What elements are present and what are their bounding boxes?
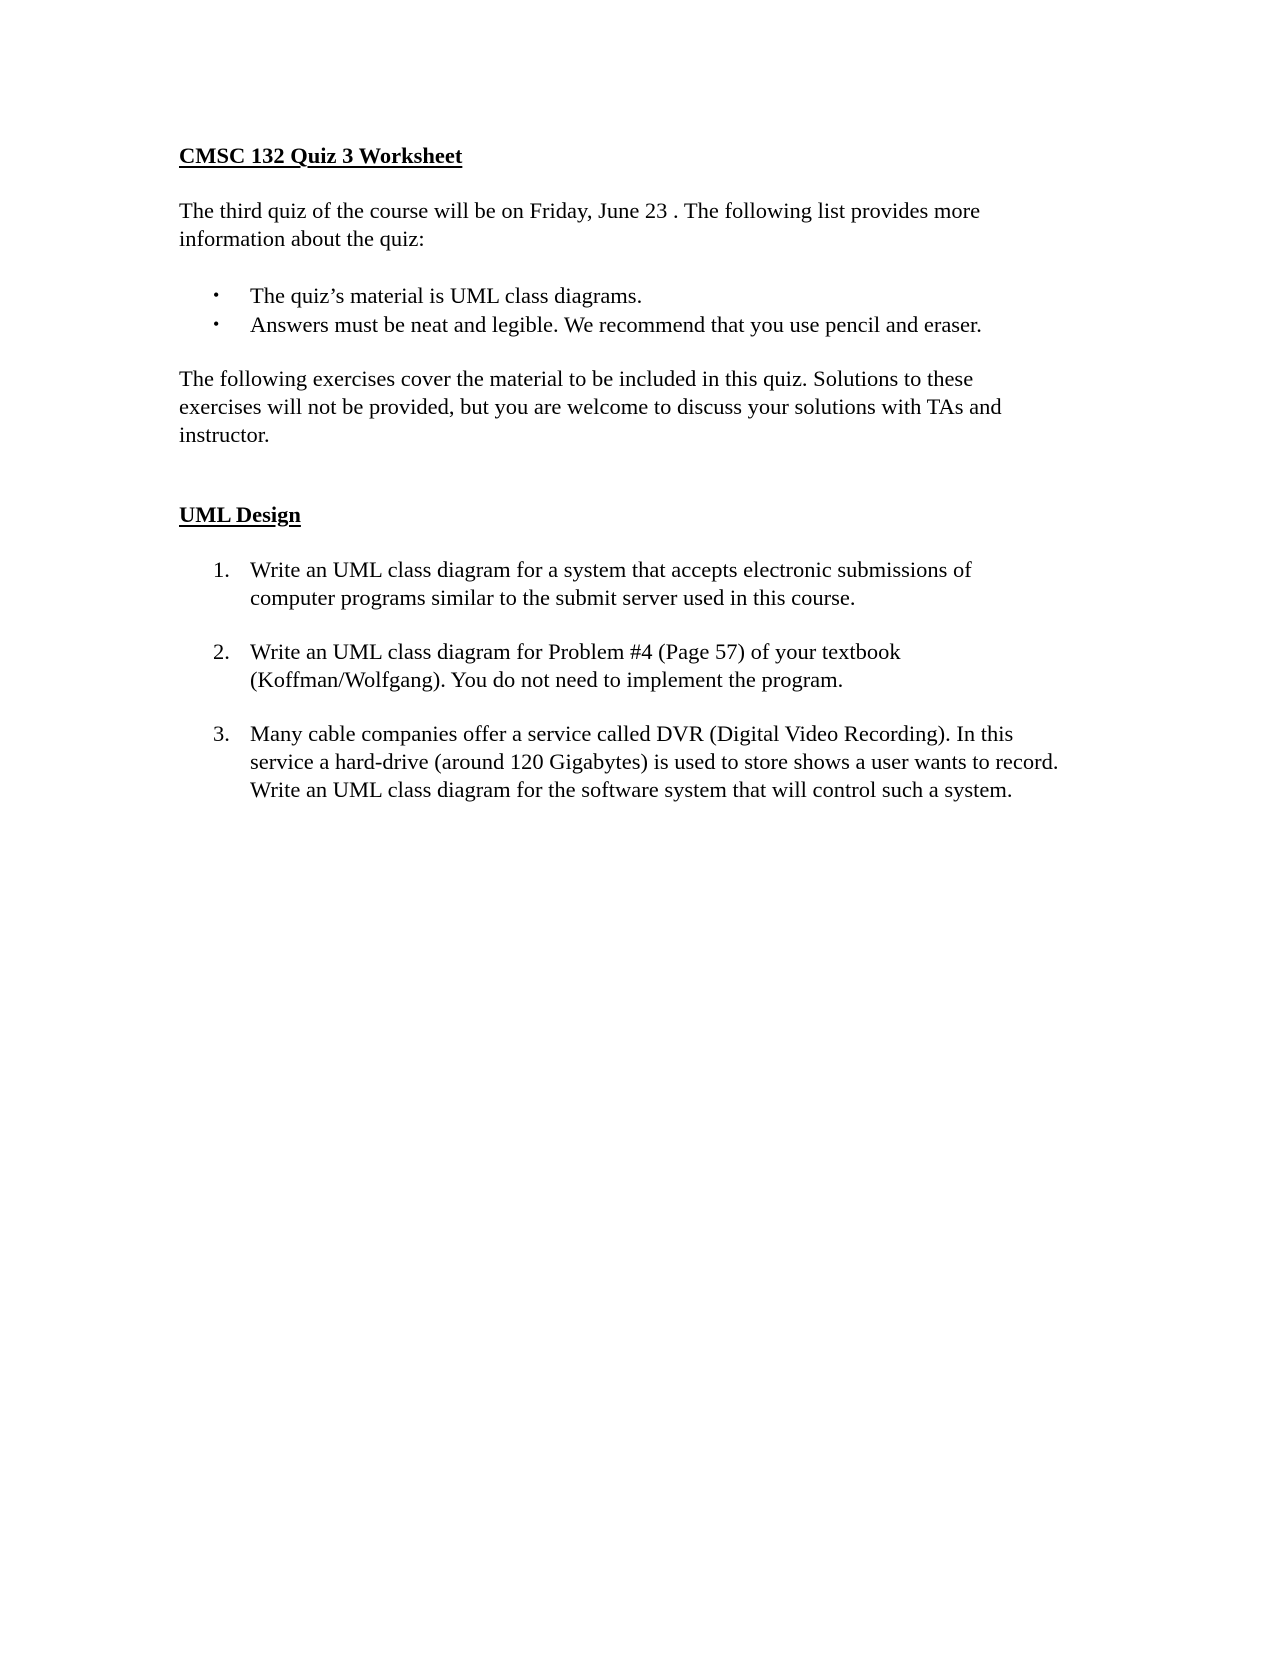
bullet-icon: • bbox=[213, 285, 220, 305]
document-title: CMSC 132 Quiz 3 Worksheet bbox=[179, 143, 463, 168]
problem-item bbox=[179, 638, 1059, 694]
quiz-info-list bbox=[179, 281, 1059, 339]
problem-text: Write an UML class diagram for Problem #4 (Page 57) of your textbook (Koffman/Wolfgang). You do not need to implement the program. bbox=[250, 639, 901, 692]
problem-number: 3. bbox=[213, 721, 230, 746]
problem-number: 1. bbox=[213, 557, 230, 582]
list-item bbox=[179, 310, 1059, 339]
problem-list bbox=[179, 556, 1059, 804]
problem-number: 2. bbox=[213, 639, 230, 664]
exercises-note-paragraph: The following exercises cover the material to be included in this quiz. Solutions to these exercises will not be provided, but you are welcome to discuss your solutions with TAs and instructor. bbox=[179, 366, 1002, 447]
intro-paragraph: The third quiz of the course will be on Friday, June 23 . The following list provides more information about the quiz: bbox=[179, 198, 981, 251]
document-page bbox=[179, 142, 1059, 830]
section-title: UML Design bbox=[179, 502, 301, 527]
bullet-icon: • bbox=[213, 314, 220, 334]
list-item-text: Answers must be neat and legible. We recommend that you use pencil and eraser. bbox=[250, 312, 982, 337]
list-item-text: The quiz’s material is UML class diagrams. bbox=[250, 283, 643, 308]
problem-text: Many cable companies offer a service called DVR (Digital Video Recording). In this service a hard-drive (around 120 Gigabytes) is used to store shows a user wants to record. Write an UML class diagram for the software system that will control such a system. bbox=[250, 721, 1059, 802]
list-item bbox=[179, 281, 1059, 310]
problem-item bbox=[179, 720, 1059, 804]
problem-item bbox=[179, 556, 1059, 612]
problem-text: Write an UML class diagram for a system that accepts electronic submissions of computer programs similar to the submit server used in this course. bbox=[250, 557, 972, 610]
